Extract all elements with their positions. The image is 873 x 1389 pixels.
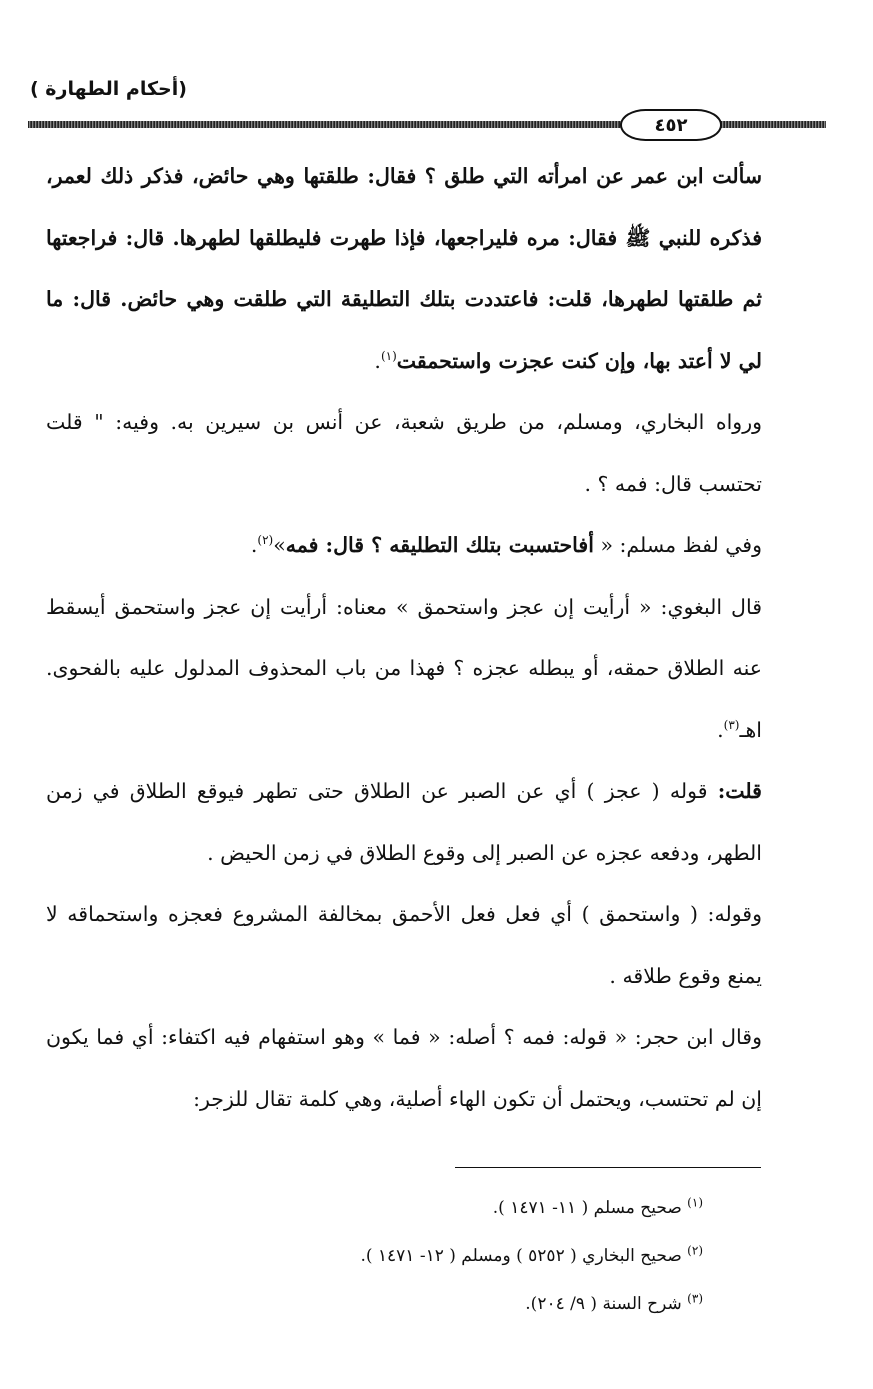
paragraph-lead: وفي لفظ مسلم: «	[593, 533, 762, 557]
paragraph-3	[46, 515, 762, 577]
punctuation: .	[374, 348, 381, 373]
hadith-text: سألت ابن عمر عن امرأته التي طلق ؟ فقال: طلقتها وهي حائض، فذكر ذلك لعمر، فذكره للنبي ﷺ فقال: مره فليراجعها، فإذا طهرت فليطلقها لطهرها. قال: فراجعتها ثم طلقتها لطهرها، قلت: فاعتددت بتلك التطليقة التي طلقت وهي حائض. قال: ما لي لا أعتد بها، وإن كنت عجزت واستحمقت	[46, 164, 762, 373]
paragraph-text: وقوله: ( واستحمق ) أي فعل فعل الأحمق بمخالفة المشروع فعجزه واستحماقه لا يمنع وقوع طلاقه .	[46, 902, 762, 988]
footnote-3	[103, 1280, 703, 1328]
paragraph-6	[46, 884, 762, 1007]
footnote-ref-2[interactable]: (٢)	[257, 533, 274, 548]
footnote-text: صحيح البخاري ( ٥٢٥٢ ) ومسلم ( ١٢- ١٤٧١ ).	[360, 1246, 682, 1266]
footnote-marker: (١)	[687, 1195, 703, 1210]
footnotes	[103, 1184, 703, 1328]
paragraph-5	[46, 761, 762, 884]
footnote-marker: (٣)	[687, 1291, 703, 1306]
paragraph-text: وقال ابن حجر: « قوله: فمه ؟ أصله: « فما » وهو استفهام فيه اكتفاء: أي فما يكون إن لم تحتسب، ويحتمل أن تكون الهاء أصلية، وهي كلمة تقال للزجر:	[46, 1025, 762, 1111]
body-text	[46, 146, 762, 1130]
footnote-text: صحيح مسلم ( ١١- ١٤٧١ ).	[492, 1198, 682, 1218]
punctuation: .	[717, 717, 724, 742]
paragraph-text: قال البغوي: « أرأيت إن عجز واستحمق » معناه: أرأيت إن عجز واستحمق أيسقط عنه الطلاق حمقه، أو يبطله عجزه ؟ فهذا من باب المحذوف المدلول عليه بالفحوى. اهـ	[46, 594, 762, 742]
footnote-2	[103, 1232, 703, 1280]
footnote-ref-1[interactable]: (١)	[380, 348, 397, 363]
page-number: ٤٥٢	[620, 109, 722, 141]
running-title: (أحكام الطهارة )	[30, 78, 187, 100]
paragraph-7	[46, 1007, 762, 1130]
paragraph-4	[46, 577, 762, 762]
paragraph-2	[46, 392, 762, 515]
footnote-1	[103, 1184, 703, 1232]
footnote-marker: (٢)	[687, 1243, 703, 1258]
footnote-rule	[455, 1167, 761, 1168]
paragraph-text: قوله ( عجز ) أي عن الصبر عن الطلاق حتى تطهر فيوقع الطلاق في زمن الطهر، ودفعه عجزه عن الصبر إلى وقوع الطلاق في زمن الحيض .	[46, 779, 762, 865]
punctuation: .	[250, 533, 258, 557]
footnote-ref-3[interactable]: (٣)	[723, 717, 740, 732]
paragraph-lead: قلت:	[717, 779, 762, 803]
footnote-text: شرح السنة ( ٩/ ٢٠٤).	[525, 1294, 682, 1314]
paragraph-1	[46, 146, 762, 392]
paragraph-text: ورواه البخاري، ومسلم، من طريق شعبة، عن أنس بن سيرين به. وفيه: " قلت تحتسب قال: فمه ؟ .	[46, 410, 762, 496]
quoted-text: أفاحتسبت بتلك التطليقه ؟ قال: فمه	[285, 533, 594, 557]
quote-close: »	[273, 533, 286, 557]
